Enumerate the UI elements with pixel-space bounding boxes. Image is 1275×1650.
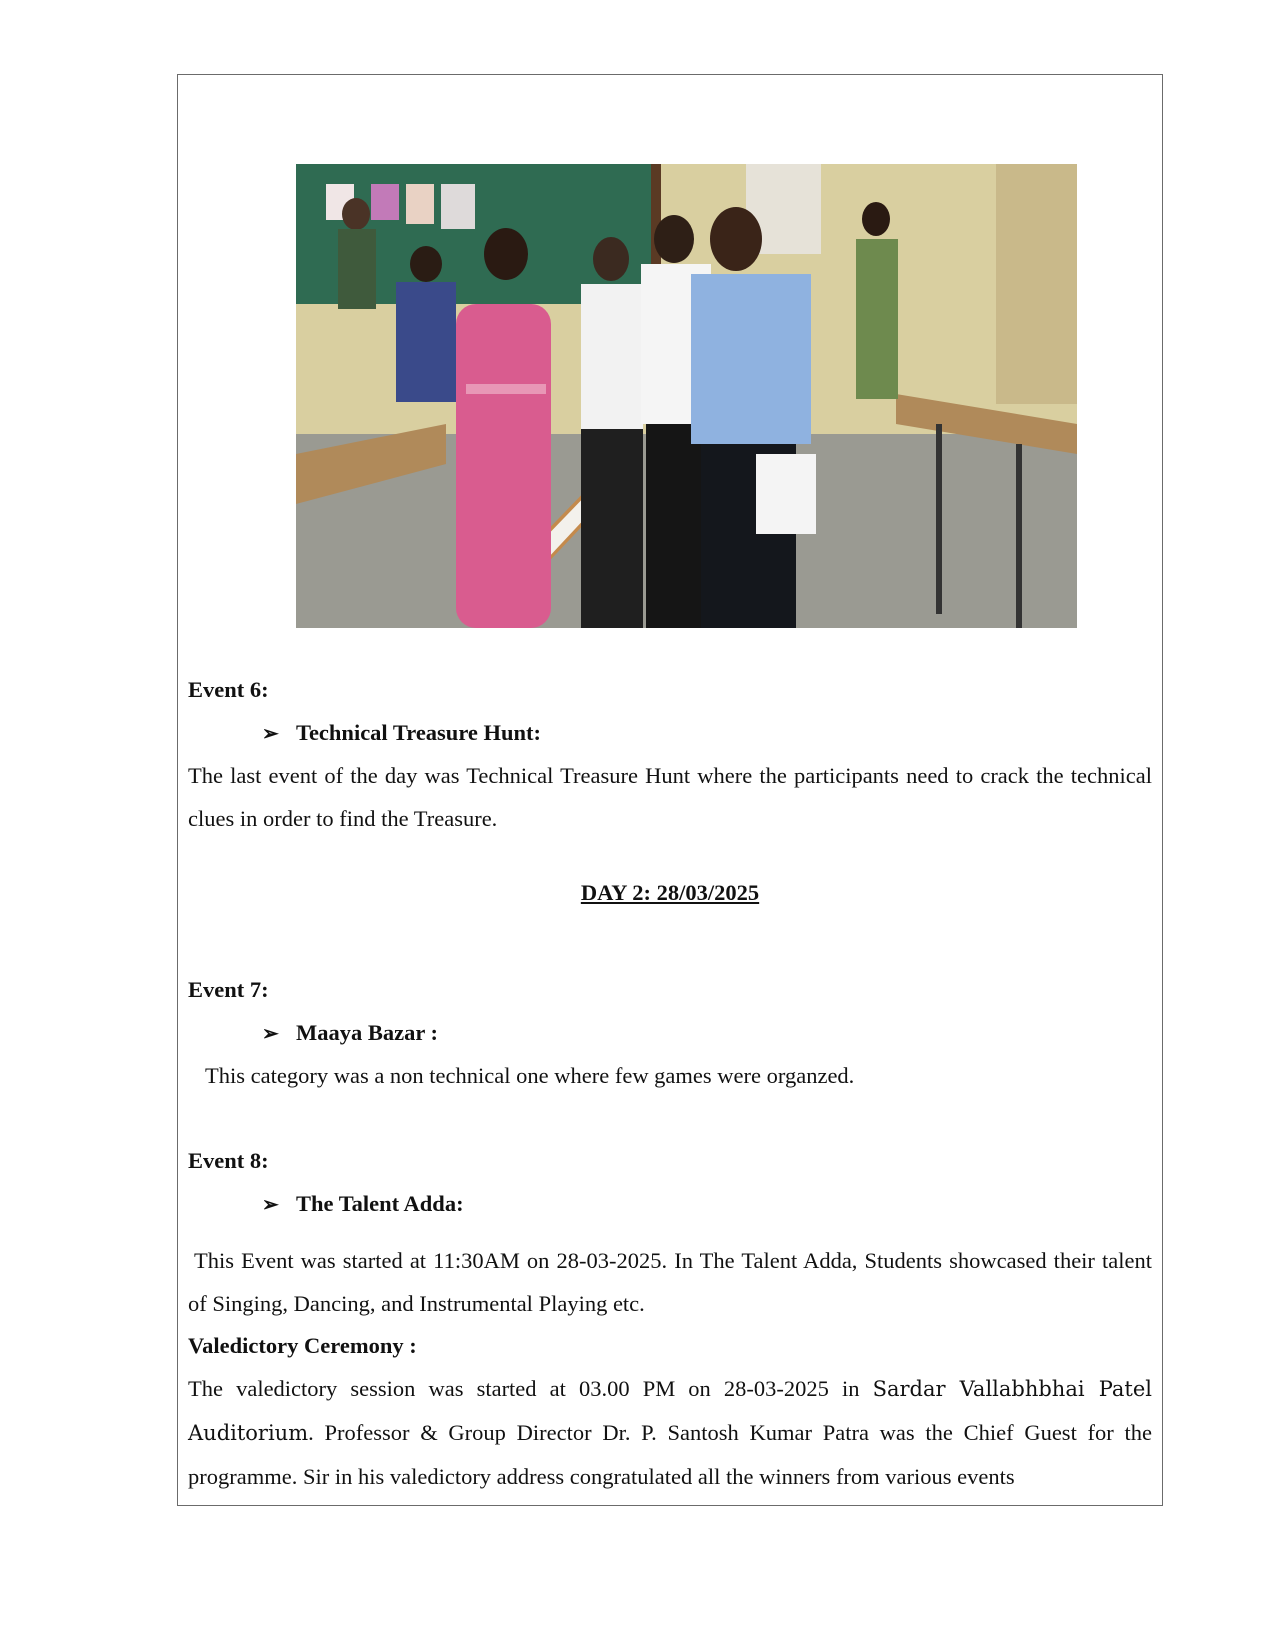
event6-body: The last event of the day was Technical Treasure Hunt where the participants need to crack the technical clues in order to find the Treasure. <box>188 763 1152 831</box>
bullet-arrow-icon: ➢ <box>262 723 279 745</box>
valedictory-venue: Sardar Vallabhbhai Patel Auditorium <box>188 1377 1153 1445</box>
event8-heading: Event 8: <box>188 1148 269 1173</box>
valedictory-body <box>188 1367 1152 1498</box>
event6-heading: Event 6: <box>188 677 269 702</box>
day2-heading: DAY 2: 28/03/2025 <box>580 880 760 905</box>
photo-illustration <box>296 164 1077 628</box>
valedictory-body-end: . Professor & Group Director Dr. P. Santosh Kumar Patra was the Chief Guest for the programme. Sir in his valedictory address congratulated all the winners from various events <box>188 1420 1152 1489</box>
bullet-arrow-icon: ➢ <box>262 1023 279 1045</box>
event8-body: This Event was started at 11:30AM on 28-03-2025. In The Talent Adda, Students showcased their talent of Singing, Dancing, and Instrumental Playing etc. <box>188 1248 1152 1316</box>
bullet-arrow-icon: ➢ <box>262 1194 279 1216</box>
event-photo <box>296 164 1077 628</box>
event6-title: Technical Treasure Hunt: <box>296 720 542 745</box>
valedictory-heading: Valedictory Ceremony : <box>188 1333 417 1358</box>
valedictory-body-start: The valedictory session was started at 03.00 PM on 28-03-2025 in <box>188 1376 873 1401</box>
event6-bullet <box>262 711 541 756</box>
event8-bullet <box>262 1182 464 1227</box>
event7-body: This category was a non technical one where few games were organzed. <box>205 1063 855 1088</box>
event7-title: Maaya Bazar : <box>296 1020 439 1045</box>
event7-bullet <box>262 1011 438 1056</box>
event7-heading: Event 7: <box>188 977 269 1002</box>
event8-title: The Talent Adda: <box>296 1191 464 1216</box>
